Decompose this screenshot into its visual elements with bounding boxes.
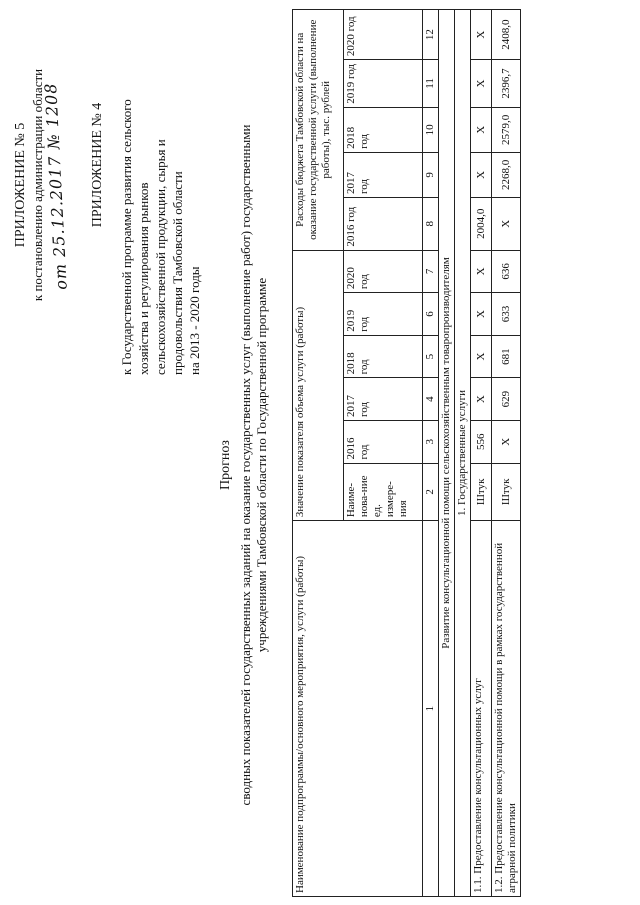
title-line-3: учреждениями Тамбовской области по Государственной программе — [254, 277, 269, 653]
row-value: 2396,7 — [492, 60, 521, 108]
header-year: 2018 год — [344, 107, 423, 152]
row-value: X — [471, 335, 492, 378]
appendix-5-subtitle: к постановлению администрации области — [30, 68, 45, 302]
section-row — [455, 10, 471, 897]
column-number: 9 — [423, 152, 439, 197]
row-value: 633 — [492, 293, 521, 336]
header-indicator: Значение показателя объема услуги (работы) — [293, 250, 344, 521]
column-number: 11 — [423, 60, 439, 108]
row-name: 1.1. Предоставление консультационных услуг — [471, 521, 492, 897]
row-value: X — [471, 107, 492, 152]
appendix-4-line: хозяйства и регулирования рынков — [136, 182, 151, 375]
row-value: X — [492, 420, 521, 463]
header-year: 2020 год — [344, 10, 423, 60]
appendix-4-line: на 2013 - 2020 годы — [187, 266, 202, 375]
row-value: X — [471, 293, 492, 336]
appendix-4-line: к Государственной программе развития сельского — [119, 99, 134, 375]
row-value: 681 — [492, 335, 521, 378]
section-title: Развитие консультационной помощи сельскохозяйственным товаропроизводителям — [439, 10, 455, 897]
column-number-row — [423, 10, 439, 897]
row-value: 636 — [492, 250, 521, 293]
row-value: X — [471, 378, 492, 421]
row-value: X — [471, 152, 492, 197]
header-year: 2019 год — [344, 60, 423, 108]
title-forecast: Прогноз — [218, 440, 233, 490]
handwritten-date-number: от 25.12.2017 № 1208 — [40, 82, 71, 291]
document-title — [218, 85, 270, 845]
column-number: 3 — [423, 420, 439, 463]
row-value: X — [471, 60, 492, 108]
header-year: 2020 год — [344, 250, 423, 293]
header-year: 2016 год — [344, 420, 423, 463]
row-value: 2004,0 — [471, 197, 492, 250]
appendix-5-title: ПРИЛОЖЕНИЕ № 5 — [13, 122, 28, 248]
header-unit: Наиме-нова-ние ед. измере-ния — [344, 463, 423, 521]
header-year: 2019 год — [344, 293, 423, 336]
row-value: X — [471, 10, 492, 60]
appendix-4-description — [118, 40, 203, 375]
column-number: 10 — [423, 107, 439, 152]
header-year: 2017 год — [344, 152, 423, 197]
forecast-table — [292, 9, 521, 897]
row-unit: Штук — [471, 463, 492, 521]
header-year: 2017 год — [344, 378, 423, 421]
row-unit: Штук — [492, 463, 521, 521]
table-row — [492, 10, 521, 897]
row-value: X — [471, 250, 492, 293]
appendix-4-title: ПРИЛОЖЕНИЕ № 4 — [90, 102, 105, 228]
header-expenses: Расходы бюджета Тамбовской области на оказание государственной услуги (выполнение работы), тыс. рублей — [293, 10, 344, 251]
table-row — [471, 10, 492, 897]
column-number: 5 — [423, 335, 439, 378]
column-number: 8 — [423, 197, 439, 250]
column-number: 4 — [423, 378, 439, 421]
section-row — [439, 10, 455, 897]
column-number: 1 — [423, 521, 439, 897]
column-number: 12 — [423, 10, 439, 60]
row-value: 2408,0 — [492, 10, 521, 60]
column-number: 2 — [423, 463, 439, 521]
row-value: 2579,0 — [492, 107, 521, 152]
row-value: X — [492, 197, 521, 250]
header-year: 2018 год — [344, 335, 423, 378]
appendix-4-line: продовольствия Тамбовской области — [170, 171, 185, 375]
section-subtitle: 1. Государственные услуги — [455, 10, 471, 897]
header-name-column: Наименование подпрограммы/основного мероприятия, услуги (работы) — [293, 521, 423, 897]
table-header-row — [293, 10, 344, 897]
row-value: 556 — [471, 420, 492, 463]
header-year: 2016 год — [344, 197, 423, 250]
column-number: 7 — [423, 250, 439, 293]
row-value: 629 — [492, 378, 521, 421]
row-name: 1.2. Предоставление консультационной помощи в рамках государственной аграрной политики — [492, 521, 521, 897]
column-number: 6 — [423, 293, 439, 336]
row-value: 2268,0 — [492, 152, 521, 197]
title-line-2: сводных показателей государственных заданий на оказание государственных услуг (выполнение работ) государственными — [238, 124, 253, 806]
appendix-4-line: сельскохозяйственной продукции, сырья и — [153, 139, 168, 375]
